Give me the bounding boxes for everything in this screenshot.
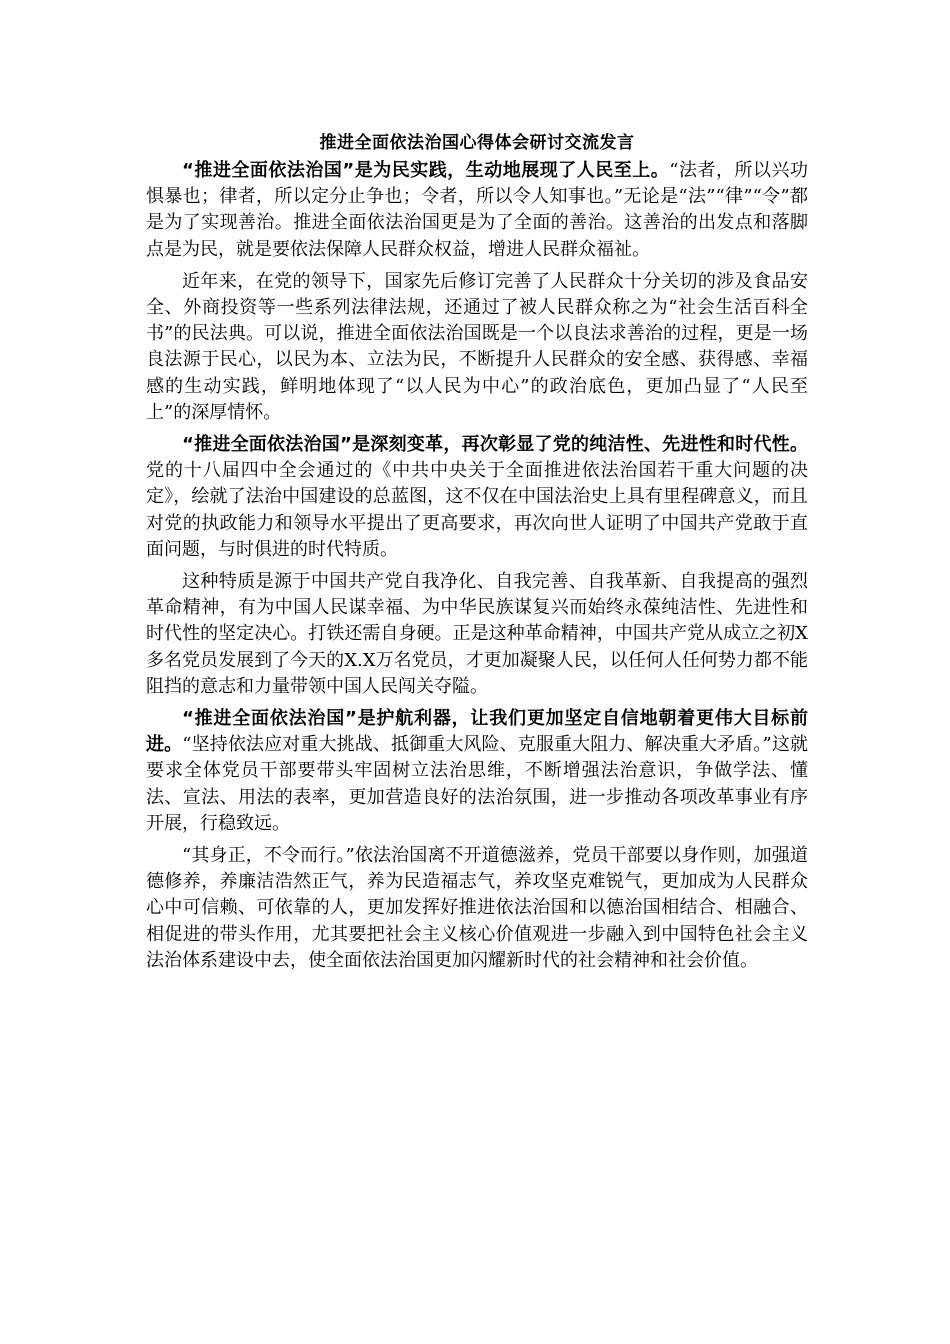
paragraph-1-text: “法者，所以兴功惧暴也；律者，所以定分止争也；令者，所以令人知事也。”无论是“法”“律”“令”都是为了实现善治。推进全面依法治国更是为了全面的善治。这善治的出发点和落脚点是为民，就是要依法保障人民群众权益，增进人民群众福祉。 (146, 160, 808, 260)
paragraph-1 (146, 158, 808, 263)
paragraph-3-text: 党的十八届四中全会通过的《中共中央关于全面推进依法治国若干重大问题的决定》，绘就了法治中国建设的总蓝图，这不仅在中国法治史上具有里程碑意义，而且对党的执政能力和领导水平提出了更高要求，再次向世人证明了中国共产党敢于直面问题，与时俱进的时代特质。 (146, 460, 808, 560)
paragraph-2-text: 近年来，在党的领导下，国家先后修订完善了人民群众十分关切的涉及食品安全、外商投资等一些系列法律法规，还通过了被人民群众称之为“社会生活百科全书”的民法典。可以说，推进全面依法治国既是一个以良法求善治的过程，更是一场良法源于民心，以民为本、立法为民，不断提升人民群众的安全感、获得感、幸福感的生动实践，鲜明地体现了“以人民为中心”的政治底色，更加凸显了“人民至上”的深厚情怀。 (146, 270, 808, 423)
paragraph-6-text: “其身正，不令而行。”依法治国离不开道德滋养，党员干部要以身作则，加强道德修养，养廉洁浩然正气，养为民造福志气，养攻坚克难锐气，更加成为人民群众心中可信赖、可依靠的人，更加发挥好推进依法治国和以德治国相结合、相融合、相促进的带头作用，尤其要把社会主义核心价值观进一步融入到中国特色社会主义法治体系建设中去，使全面依法治国更加闪耀新时代的社会精神和社会价值。 (146, 845, 808, 971)
paragraph-3-lead: “推进全面依法治国”是深刻变革，再次彰显了党的纯洁性、先进性和时代性。 (182, 434, 808, 456)
paragraph-5 (146, 706, 808, 837)
paragraph-3 (146, 432, 808, 563)
document-title: 推进全面依法治国心得体会研讨交流发言 (319, 133, 635, 153)
paragraph-5-lead: “推进全面依法治国”是护航利器，让我们更加坚定自信地朝着更伟大目标前进。 (146, 708, 808, 756)
paragraph-4-text: 这种特质是源于中国共产党自我净化、自我完善、自我革新、自我提高的强烈革命精神，有为中国人民谋幸福、为中华民族谋复兴而始终永葆纯洁性、先进性和时代性的坚定决心。打铁还需自身硬。正是这种革命精神，中国共产党从成立之初X多名党员发展到了今天的X.X万名党员，才更加凝聚人民，以任何人任何势力都不能阻挡的意志和力量带领中国人民闯关夺隘。 (146, 571, 808, 697)
paragraph-1-lead: “推进全面依法治国”是为民实践，生动地展现了人民至上。 (182, 160, 670, 181)
paragraph-2 (146, 269, 808, 426)
paragraph-6 (146, 843, 808, 974)
paragraph-5-text: “坚持依法应对重大挑战、抵御重大风险、克服重大阻力、解决重大矛盾。”这就要求全体党员干部要带头牢固树立法治思维，不断增强法治意识，争做学法、懂法、宣法、用法的表率，更加营造良好的法治氛围，进一步推动各项改革事业有序开展，行稳致远。 (146, 734, 808, 834)
document-body (146, 130, 808, 980)
paragraph-4 (146, 569, 808, 700)
